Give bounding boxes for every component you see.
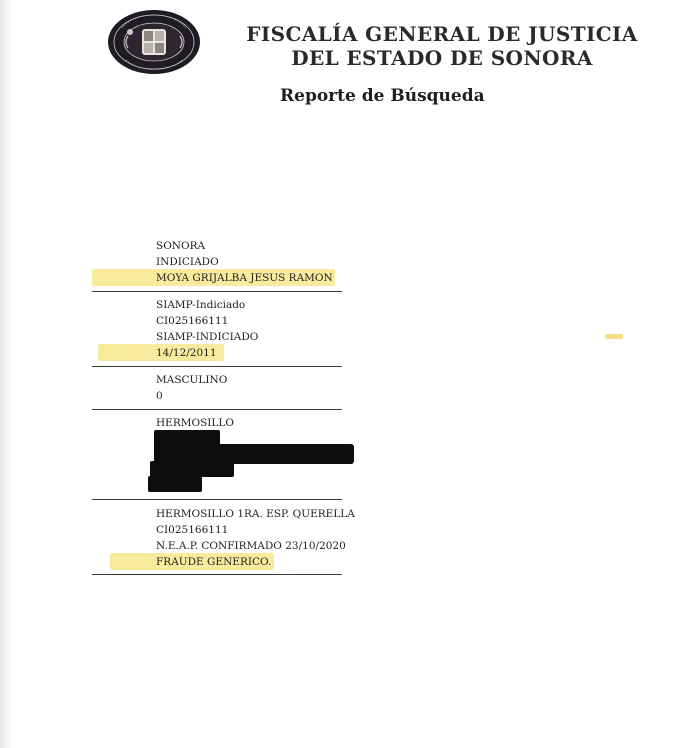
field-value: MASCULINO	[156, 374, 228, 386]
header-title-line-2: DEL ESTADO DE SONORA	[291, 46, 593, 70]
page-edge-shadow	[0, 0, 14, 748]
field-value: CI025166111	[156, 524, 229, 536]
field-value: HERMOSILLO	[156, 417, 234, 429]
field-value: 0	[156, 390, 163, 402]
highlight-marker	[605, 334, 623, 339]
field-value: MOYA GRIJALBA JESUS RAMON	[156, 272, 333, 284]
field-value: 14/12/2011	[156, 347, 217, 359]
field-value: INDICIADO	[156, 256, 219, 268]
redaction-block	[148, 476, 202, 492]
field-value: SIAMP-Indiciado	[156, 299, 246, 311]
header-title	[232, 22, 652, 70]
header-title-line-1: FISCALÍA GENERAL DE JUSTICIA	[246, 22, 638, 46]
fiscalia-seal-logo	[106, 8, 202, 76]
report-title: Reporte de Búsqueda	[280, 86, 485, 106]
field-value: HERMOSILLO 1RA. ESP. QUERELLA	[156, 508, 355, 520]
section-divider	[92, 291, 342, 292]
field-value: CI025166111	[156, 315, 229, 327]
section-divider	[92, 574, 342, 575]
field-value: FRAUDE GENERICO.	[156, 556, 272, 568]
redaction-block	[150, 461, 234, 477]
section-divider	[92, 499, 342, 500]
field-value: SIAMP-INDICIADO	[156, 331, 259, 343]
field-value: N.E.A.P. CONFIRMADO 23/10/2020	[156, 540, 346, 552]
section-divider	[92, 366, 342, 367]
section-divider	[92, 409, 342, 410]
field-value: SONORA	[156, 240, 206, 252]
